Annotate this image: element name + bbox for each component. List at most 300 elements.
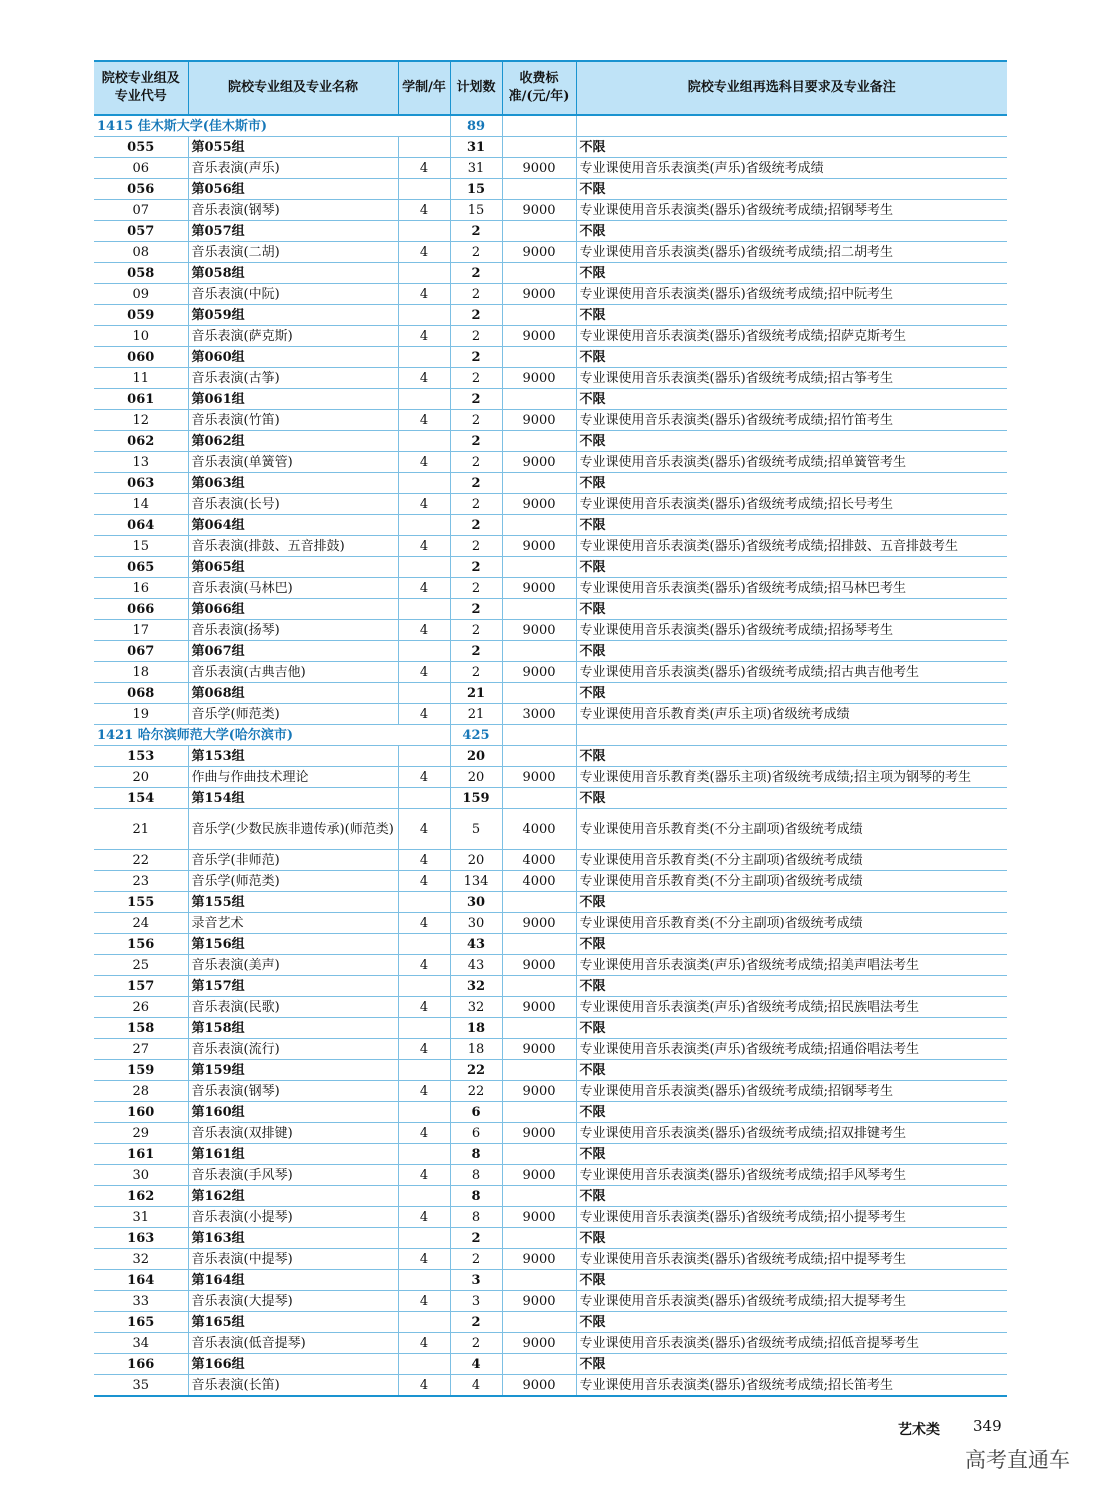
name-cell: 第060组 [188,347,398,368]
plan-cell: 3 [450,1291,502,1312]
name-cell: 音乐表演(民歌) [188,997,398,1018]
note-cell: 不限 [576,221,1007,242]
plan-cell: 22 [450,1081,502,1102]
code-cell: 31 [94,1207,188,1228]
plan-cell: 32 [450,976,502,997]
fee-cell: 4000 [502,850,576,871]
major-row [94,452,1007,473]
group-row [94,305,1007,326]
group-row [94,599,1007,620]
years-cell: 4 [398,242,450,263]
note-cell: 不限 [576,683,1007,704]
years-cell: 4 [398,662,450,683]
note-cell: 专业课使用音乐表演类(器乐)省级统考成绩;招大提琴考生 [576,1291,1007,1312]
fee-cell: 9000 [502,578,576,599]
plan-cell: 20 [450,850,502,871]
code-cell: 166 [94,1354,188,1375]
years-cell [398,641,450,662]
name-cell: 音乐表演(长笛) [188,1375,398,1397]
plan-cell: 2 [450,494,502,515]
name-cell: 音乐表演(中提琴) [188,1249,398,1270]
code-cell: 20 [94,767,188,788]
fee-cell [502,1144,576,1165]
code-cell: 14 [94,494,188,515]
code-cell: 29 [94,1123,188,1144]
school-plan-cell: 89 [450,115,502,137]
note-cell: 专业课使用音乐表演类(声乐)省级统考成绩;招民族唱法考生 [576,997,1007,1018]
note-cell: 不限 [576,179,1007,200]
years-cell: 4 [398,850,450,871]
fee-cell [502,1354,576,1375]
plan-cell: 2 [450,599,502,620]
plan-cell: 2 [450,242,502,263]
fee-cell: 9000 [502,494,576,515]
plan-cell: 6 [450,1123,502,1144]
name-cell: 第155组 [188,892,398,913]
fee-cell [502,263,576,284]
name-cell: 第066组 [188,599,398,620]
code-cell: 155 [94,892,188,913]
note-cell: 不限 [576,305,1007,326]
code-cell: 065 [94,557,188,578]
admission-table-container [94,60,1007,1397]
name-cell: 音乐表演(古典吉他) [188,662,398,683]
name-cell: 第061组 [188,389,398,410]
code-cell: 17 [94,620,188,641]
note-cell: 专业课使用音乐表演类(器乐)省级统考成绩;招单簧管考生 [576,452,1007,473]
fee-cell [502,1312,576,1333]
fee-cell: 9000 [502,1039,576,1060]
years-cell: 4 [398,284,450,305]
plan-cell: 18 [450,1018,502,1039]
header-note: 院校专业组再选科目要求及专业备注 [576,61,1007,115]
name-cell: 音乐表演(单簧管) [188,452,398,473]
fee-cell [502,976,576,997]
note-cell: 专业课使用音乐表演类(器乐)省级统考成绩;招竹笛考生 [576,410,1007,431]
name-cell: 作曲与作曲技术理论 [188,767,398,788]
note-cell: 不限 [576,1354,1007,1375]
code-cell: 158 [94,1018,188,1039]
note-cell: 不限 [576,347,1007,368]
years-cell: 4 [398,1333,450,1354]
years-cell [398,1102,450,1123]
note-cell: 不限 [576,934,1007,955]
note-cell: 专业课使用音乐表演类(器乐)省级统考成绩;招手风琴考生 [576,1165,1007,1186]
note-cell: 不限 [576,788,1007,809]
header-name: 院校专业组及专业名称 [188,61,398,115]
note-cell: 专业课使用音乐表演类(器乐)省级统考成绩;招低音提琴考生 [576,1333,1007,1354]
fee-cell: 9000 [502,1249,576,1270]
note-cell: 专业课使用音乐表演类(器乐)省级统考成绩;招二胡考生 [576,242,1007,263]
name-cell: 第153组 [188,746,398,767]
name-cell: 音乐表演(大提琴) [188,1291,398,1312]
code-cell: 068 [94,683,188,704]
footer-category: 艺术类 [898,1422,940,1438]
name-cell: 第067组 [188,641,398,662]
fee-cell: 9000 [502,913,576,934]
plan-cell: 15 [450,179,502,200]
fee-cell: 9000 [502,997,576,1018]
table-header [94,61,1007,115]
name-cell: 第057组 [188,221,398,242]
fee-cell: 9000 [502,242,576,263]
note-cell: 专业课使用音乐表演类(器乐)省级统考成绩;招马林巴考生 [576,578,1007,599]
group-row [94,746,1007,767]
code-cell: 16 [94,578,188,599]
plan-cell: 4 [450,1375,502,1397]
group-row [94,515,1007,536]
name-cell: 音乐表演(低音提琴) [188,1333,398,1354]
major-row [94,1165,1007,1186]
table-body [94,115,1007,1396]
note-cell: 专业课使用音乐教育类(不分主副项)省级统考成绩 [576,871,1007,892]
code-cell: 10 [94,326,188,347]
name-cell: 音乐表演(萨克斯) [188,326,398,347]
code-cell: 19 [94,704,188,725]
years-cell: 4 [398,200,450,221]
plan-cell: 2 [450,557,502,578]
code-cell: 34 [94,1333,188,1354]
major-row [94,242,1007,263]
code-cell: 157 [94,976,188,997]
plan-cell: 2 [450,431,502,452]
note-cell: 专业课使用音乐表演类(器乐)省级统考成绩;招小提琴考生 [576,1207,1007,1228]
note-cell: 不限 [576,557,1007,578]
major-row [94,767,1007,788]
years-cell: 4 [398,1081,450,1102]
note-cell: 不限 [576,1186,1007,1207]
major-row [94,1333,1007,1354]
code-cell: 06 [94,158,188,179]
name-cell: 第058组 [188,263,398,284]
major-row [94,284,1007,305]
major-row [94,200,1007,221]
admission-plan-table [94,60,1007,1397]
code-cell: 35 [94,1375,188,1397]
header-plan: 计划数 [450,61,502,115]
plan-cell: 8 [450,1207,502,1228]
name-cell: 音乐学(师范类) [188,704,398,725]
name-cell: 第064组 [188,515,398,536]
plan-cell: 5 [450,809,502,850]
fee-cell [502,1102,576,1123]
code-cell: 056 [94,179,188,200]
name-cell: 音乐表演(小提琴) [188,1207,398,1228]
fee-cell [502,1270,576,1291]
note-cell: 不限 [576,431,1007,452]
name-cell: 音乐表演(流行) [188,1039,398,1060]
years-cell [398,1312,450,1333]
fee-cell: 9000 [502,1207,576,1228]
group-row [94,389,1007,410]
plan-cell: 2 [450,515,502,536]
plan-cell: 18 [450,1039,502,1060]
school-name: 哈尔滨师范大学(哈尔滨市) [137,727,294,743]
major-row [94,809,1007,850]
fee-cell [502,137,576,158]
fee-cell [502,389,576,410]
name-cell: 第063组 [188,473,398,494]
note-cell: 不限 [576,263,1007,284]
name-cell: 第059组 [188,305,398,326]
note-cell: 专业课使用音乐表演类(器乐)省级统考成绩;招古筝考生 [576,368,1007,389]
header-code: 院校专业组及专业代号 [94,61,188,115]
fee-cell: 9000 [502,158,576,179]
note-cell: 专业课使用音乐表演类(器乐)省级统考成绩;招长号考生 [576,494,1007,515]
empty-cell [576,115,1007,137]
code-cell: 25 [94,955,188,976]
code-cell: 057 [94,221,188,242]
years-cell [398,473,450,494]
fee-cell [502,788,576,809]
code-cell: 22 [94,850,188,871]
note-cell: 不限 [576,1228,1007,1249]
name-cell: 第154组 [188,788,398,809]
name-cell: 音乐表演(扬琴) [188,620,398,641]
fee-cell [502,431,576,452]
plan-cell: 43 [450,934,502,955]
years-cell [398,1060,450,1081]
school-row [94,115,1007,137]
plan-cell: 6 [450,1102,502,1123]
years-cell: 4 [398,1249,450,1270]
years-cell [398,431,450,452]
years-cell [398,263,450,284]
code-cell: 27 [94,1039,188,1060]
years-cell [398,683,450,704]
school-name: 佳木斯大学(佳木斯市) [137,118,268,134]
name-cell: 音乐表演(美声) [188,955,398,976]
note-cell: 专业课使用音乐表演类(器乐)省级统考成绩;招双排键考生 [576,1123,1007,1144]
code-cell: 12 [94,410,188,431]
plan-cell: 2 [450,368,502,389]
fee-cell [502,892,576,913]
group-row [94,1354,1007,1375]
code-cell: 153 [94,746,188,767]
plan-cell: 20 [450,746,502,767]
fee-cell: 9000 [502,368,576,389]
code-cell: 26 [94,997,188,1018]
years-cell: 4 [398,1375,450,1397]
page-number: 349 [973,1417,1002,1435]
major-row [94,871,1007,892]
fee-cell: 9000 [502,1123,576,1144]
code-cell: 28 [94,1081,188,1102]
plan-cell: 2 [450,305,502,326]
major-row [94,662,1007,683]
major-row [94,326,1007,347]
plan-cell: 43 [450,955,502,976]
code-cell: 32 [94,1249,188,1270]
school-row [94,725,1007,746]
major-row [94,410,1007,431]
note-cell: 专业课使用音乐表演类(器乐)省级统考成绩;招钢琴考生 [576,200,1007,221]
name-cell: 音乐表演(钢琴) [188,1081,398,1102]
name-cell: 音乐表演(钢琴) [188,200,398,221]
group-row [94,1228,1007,1249]
note-cell: 专业课使用音乐表演类(声乐)省级统考成绩;招美声唱法考生 [576,955,1007,976]
major-row [94,1375,1007,1397]
name-cell: 音乐表演(排鼓、五音排鼓) [188,536,398,557]
plan-cell: 2 [450,578,502,599]
group-row [94,1060,1007,1081]
years-cell [398,976,450,997]
years-cell [398,137,450,158]
name-cell: 音乐表演(声乐) [188,158,398,179]
name-cell: 第162组 [188,1186,398,1207]
group-row [94,221,1007,242]
name-cell: 第161组 [188,1144,398,1165]
years-cell: 4 [398,158,450,179]
note-cell: 专业课使用音乐表演类(声乐)省级统考成绩 [576,158,1007,179]
years-cell [398,599,450,620]
name-cell: 音乐表演(长号) [188,494,398,515]
header-fee: 收费标准/(元/年) [502,61,576,115]
name-cell: 第157组 [188,976,398,997]
plan-cell: 8 [450,1186,502,1207]
major-row [94,368,1007,389]
years-cell: 4 [398,704,450,725]
code-cell: 165 [94,1312,188,1333]
note-cell: 不限 [576,1144,1007,1165]
code-cell: 162 [94,1186,188,1207]
note-cell: 不限 [576,1060,1007,1081]
plan-cell: 15 [450,200,502,221]
note-cell: 不限 [576,641,1007,662]
code-cell: 059 [94,305,188,326]
school-plan-cell: 425 [450,725,502,746]
fee-cell [502,347,576,368]
note-cell: 不限 [576,137,1007,158]
code-cell: 063 [94,473,188,494]
code-cell: 18 [94,662,188,683]
years-cell: 4 [398,1039,450,1060]
fee-cell [502,746,576,767]
years-cell [398,1186,450,1207]
fee-cell: 9000 [502,284,576,305]
group-row [94,892,1007,913]
fee-cell [502,221,576,242]
plan-cell: 2 [450,452,502,473]
years-cell: 4 [398,1123,450,1144]
note-cell: 专业课使用音乐表演类(器乐)省级统考成绩;招扬琴考生 [576,620,1007,641]
group-row [94,1270,1007,1291]
note-cell: 专业课使用音乐表演类(器乐)省级统考成绩;招钢琴考生 [576,1081,1007,1102]
major-row [94,1249,1007,1270]
note-cell: 不限 [576,1018,1007,1039]
name-cell: 第068组 [188,683,398,704]
code-cell: 08 [94,242,188,263]
fee-cell: 9000 [502,1291,576,1312]
plan-cell: 2 [450,1333,502,1354]
name-cell: 音乐表演(中阮) [188,284,398,305]
years-cell [398,1228,450,1249]
code-cell: 33 [94,1291,188,1312]
plan-cell: 2 [450,662,502,683]
school-name-cell [94,725,450,746]
major-row [94,955,1007,976]
note-cell: 专业课使用音乐表演类(器乐)省级统考成绩;招中阮考生 [576,284,1007,305]
group-row [94,431,1007,452]
code-cell: 09 [94,284,188,305]
name-cell: 音乐表演(双排键) [188,1123,398,1144]
years-cell: 4 [398,326,450,347]
fee-cell [502,305,576,326]
plan-cell: 2 [450,536,502,557]
plan-cell: 31 [450,158,502,179]
fee-cell [502,515,576,536]
years-cell [398,1270,450,1291]
years-cell [398,389,450,410]
name-cell: 第164组 [188,1270,398,1291]
code-cell: 055 [94,137,188,158]
fee-cell [502,1018,576,1039]
code-cell: 24 [94,913,188,934]
fee-cell: 9000 [502,452,576,473]
school-code: 1415 [97,118,134,134]
plan-cell: 134 [450,871,502,892]
years-cell: 4 [398,536,450,557]
years-cell [398,347,450,368]
code-cell: 066 [94,599,188,620]
code-cell: 067 [94,641,188,662]
major-row [94,494,1007,515]
fee-cell: 9000 [502,1333,576,1354]
code-cell: 23 [94,871,188,892]
major-row [94,704,1007,725]
years-cell: 4 [398,871,450,892]
plan-cell: 8 [450,1144,502,1165]
major-row [94,1123,1007,1144]
group-row [94,976,1007,997]
plan-cell: 2 [450,284,502,305]
fee-cell: 9000 [502,326,576,347]
fee-cell [502,934,576,955]
plan-cell: 20 [450,767,502,788]
group-row [94,934,1007,955]
plan-cell: 2 [450,473,502,494]
code-cell: 058 [94,263,188,284]
years-cell [398,934,450,955]
code-cell: 060 [94,347,188,368]
fee-cell [502,1186,576,1207]
fee-cell: 9000 [502,1081,576,1102]
code-cell: 160 [94,1102,188,1123]
fee-cell: 9000 [502,620,576,641]
school-code: 1421 [97,727,134,743]
note-cell: 不限 [576,1312,1007,1333]
plan-cell: 3 [450,1270,502,1291]
plan-cell: 21 [450,683,502,704]
major-row [94,1039,1007,1060]
note-cell: 不限 [576,599,1007,620]
plan-cell: 159 [450,788,502,809]
name-cell: 音乐学(非师范) [188,850,398,871]
group-row [94,1144,1007,1165]
plan-cell: 2 [450,1312,502,1333]
note-cell: 不限 [576,1102,1007,1123]
years-cell: 4 [398,913,450,934]
code-cell: 13 [94,452,188,473]
plan-cell: 2 [450,263,502,284]
years-cell [398,892,450,913]
years-cell: 4 [398,452,450,473]
code-cell: 30 [94,1165,188,1186]
plan-cell: 2 [450,326,502,347]
note-cell: 专业课使用音乐表演类(声乐)省级统考成绩;招通俗唱法考生 [576,1039,1007,1060]
fee-cell: 4000 [502,871,576,892]
group-row [94,137,1007,158]
